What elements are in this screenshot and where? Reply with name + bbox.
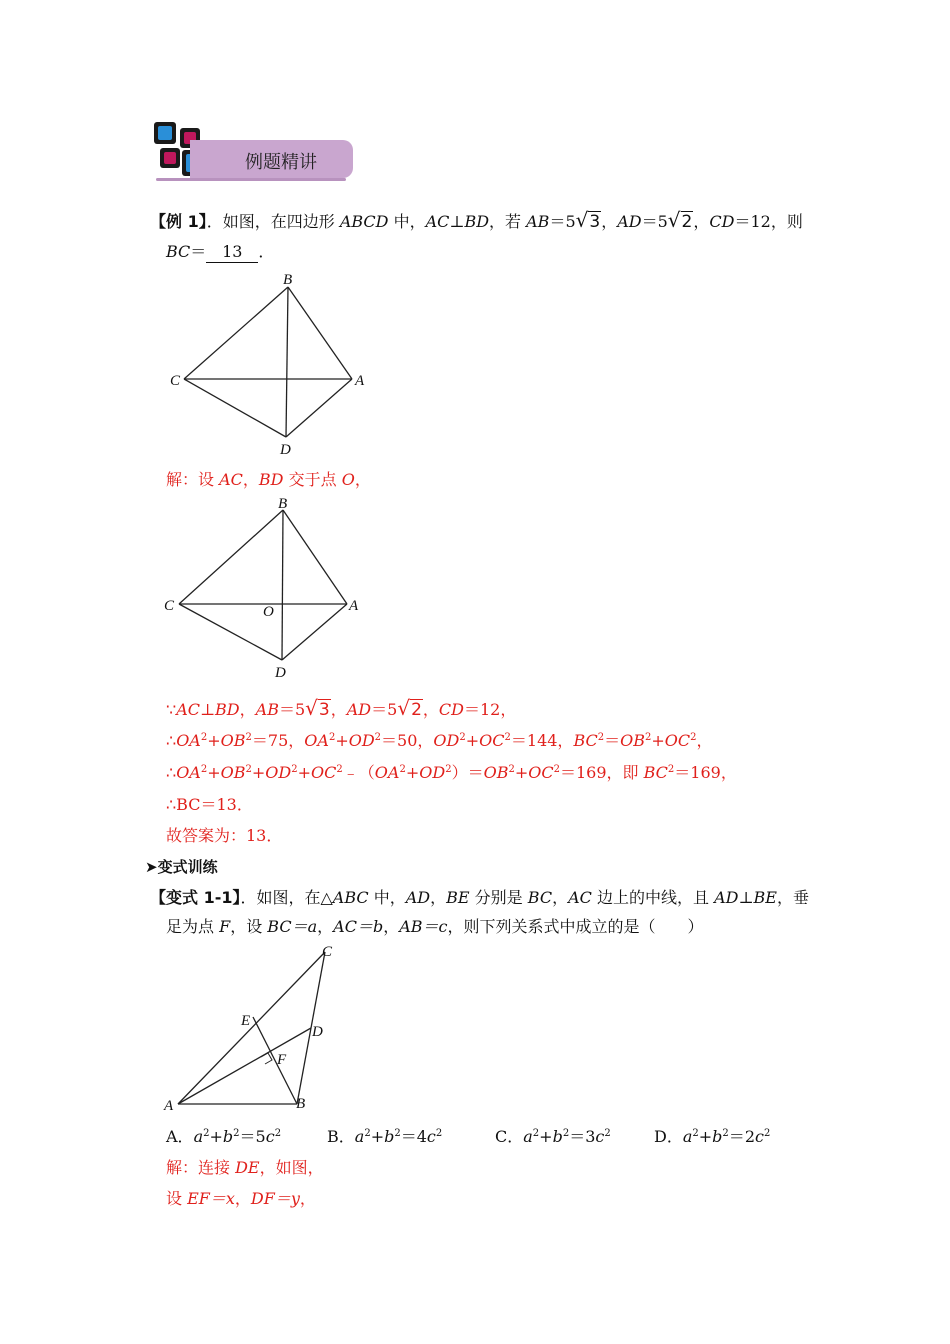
banner-underline [156, 178, 346, 181]
text: ＝5 [371, 700, 398, 719]
text: 解：设 [166, 470, 220, 489]
text: ， [693, 212, 710, 231]
var: AD [346, 700, 372, 719]
variant1-label: 【变式 1-1】 [150, 888, 241, 907]
label-d: D [275, 665, 286, 681]
text: ． [258, 242, 275, 261]
variant-heading: ➤变式训练 [145, 858, 218, 876]
option-a[interactable]: A．$a^2+b^2=5c^2$ [166, 1127, 282, 1146]
example1-label: 【例 1】 [150, 212, 207, 231]
sqrt-2: √2 [397, 696, 422, 720]
label-a: A [355, 373, 365, 389]
text: ，设 [230, 917, 268, 936]
var: F [219, 917, 231, 936]
text: ＝5 [278, 700, 306, 719]
option-b[interactable]: B．$a^2+b^2=4c^2$ [327, 1127, 443, 1146]
text: 分别是 [469, 888, 528, 907]
text: 解：连接 [166, 1158, 236, 1177]
label-b: B [296, 1096, 306, 1112]
solution1-line3: $\therefore OA^2+OB^2=75$，$OA^2+OD^2=50$，$OD^2+OC^2=144$，$BC^2=OB^2+OC^2$， [166, 731, 713, 750]
text: ，则下列关系式中成立的是（ ） [447, 917, 704, 936]
option-coef: 2 [744, 1127, 755, 1146]
text: ， [601, 212, 618, 231]
label-d: D [280, 442, 291, 458]
solution1-line2 [166, 698, 516, 720]
option-label: B． [327, 1127, 355, 1146]
solution1-line1 [166, 470, 371, 490]
quadrilateral-diagram-1 [160, 268, 380, 458]
label-c: C [322, 944, 333, 960]
condition: AC⊥BD [425, 212, 490, 231]
var: AC＝b [333, 917, 384, 936]
var: CD [438, 700, 464, 719]
label-b: B [278, 496, 288, 512]
option-coef: 4 [416, 1127, 427, 1146]
var: AB [255, 700, 279, 719]
option-label: D． [654, 1127, 683, 1146]
sqrt-3: √3 [575, 208, 601, 232]
text: ， [422, 700, 439, 719]
example1-question-line2 [166, 242, 274, 263]
text: ∵ [166, 700, 177, 719]
solution1-line4: $\therefore OA^2+OB^2+OD^2+OC^2﹣(OA^2+OD^2)=OB^2+OC^2=169$，即 $BC^2=169$， [166, 763, 737, 782]
label-b: B [283, 272, 293, 288]
var: DF＝y [250, 1189, 300, 1208]
variant1-question-line1 [150, 888, 809, 908]
text: ， [234, 1189, 251, 1208]
radicand: 3 [318, 700, 330, 720]
text: 中， [388, 212, 426, 231]
variant1-solution-line2 [166, 1189, 316, 1209]
option-label: C． [495, 1127, 524, 1146]
variant1-question-line2 [166, 917, 704, 937]
text: ．如图，在四边形 [206, 212, 340, 231]
text: 交于点 [283, 470, 342, 489]
solution1-line6: 故答案为：13． [166, 826, 283, 845]
option-label: A． [166, 1127, 194, 1146]
var: BD [258, 470, 284, 489]
text: 足为点 [166, 917, 220, 936]
var: BC＝a [267, 917, 318, 936]
text: ＝12，则 [734, 212, 803, 231]
section-banner [150, 118, 360, 188]
text: ， [383, 917, 400, 936]
sqrt-2: √2 [667, 208, 693, 232]
var: BC [527, 888, 553, 907]
label-c: C [170, 373, 181, 389]
solution1-line5: ∴BC＝13． [166, 795, 253, 814]
text: ， [552, 888, 569, 907]
text: ， [430, 888, 447, 907]
option-coef: 3 [585, 1127, 596, 1146]
var: O [341, 470, 355, 489]
text: ，垂 [776, 888, 809, 907]
text: ， [354, 470, 371, 489]
section-title: 例题精讲 [245, 152, 317, 173]
label-o: O [263, 604, 274, 620]
var-bc: BC [166, 242, 191, 261]
var: BE [446, 888, 470, 907]
quadrilateral-diagram-2 [155, 492, 375, 684]
option-c[interactable]: C．$a^2+b^2=3c^2$ [495, 1127, 611, 1146]
label-c: C [164, 598, 175, 614]
var-ad: AD [617, 212, 642, 231]
example1-question-line1 [150, 210, 803, 232]
condition: AC⊥BD [176, 700, 240, 719]
var-cd: CD [709, 212, 735, 231]
text: ＝12， [463, 700, 517, 719]
radicand: 2 [411, 700, 422, 720]
text: 设 [166, 1189, 188, 1208]
text: ＝5 [549, 212, 576, 231]
quad-name: ABCD [339, 212, 389, 231]
text: ， [242, 470, 259, 489]
text: ， [330, 700, 347, 719]
triangle-diagram [160, 940, 350, 1120]
label-f: F [277, 1052, 287, 1068]
answer-blank: 13 [206, 242, 258, 263]
text: ，若 [489, 212, 527, 231]
condition: AD⊥BE [714, 888, 777, 907]
text: ＝5 [641, 212, 668, 231]
var: EF＝x [187, 1189, 235, 1208]
radicand: 3 [589, 212, 601, 232]
label-d: D [312, 1024, 323, 1040]
label-a: A [349, 598, 359, 614]
var: AC [219, 470, 243, 489]
var: DE [235, 1158, 260, 1177]
var: AC [568, 888, 592, 907]
radicand: 2 [681, 212, 693, 232]
variant1-solution-line1 [166, 1158, 324, 1178]
text: ， [317, 917, 334, 936]
text: 中， [368, 888, 406, 907]
sqrt-3: √3 [305, 696, 330, 720]
option-d[interactable]: D．$a^2+b^2=2c^2$ [654, 1127, 771, 1146]
option-coef: 5 [255, 1127, 266, 1146]
label-a: A [164, 1098, 174, 1114]
text: 边上的中线，且 [591, 888, 715, 907]
text: ， [239, 700, 256, 719]
var-ab: AB [526, 212, 550, 231]
text: ．如图，在△ [240, 888, 333, 907]
text: ＝ [190, 242, 207, 261]
var: AD [405, 888, 431, 907]
text: ， [299, 1189, 316, 1208]
label-e: E [241, 1013, 251, 1029]
var: AB＝c [399, 917, 448, 936]
text: ，如图， [259, 1158, 324, 1177]
var: ABC [332, 888, 369, 907]
